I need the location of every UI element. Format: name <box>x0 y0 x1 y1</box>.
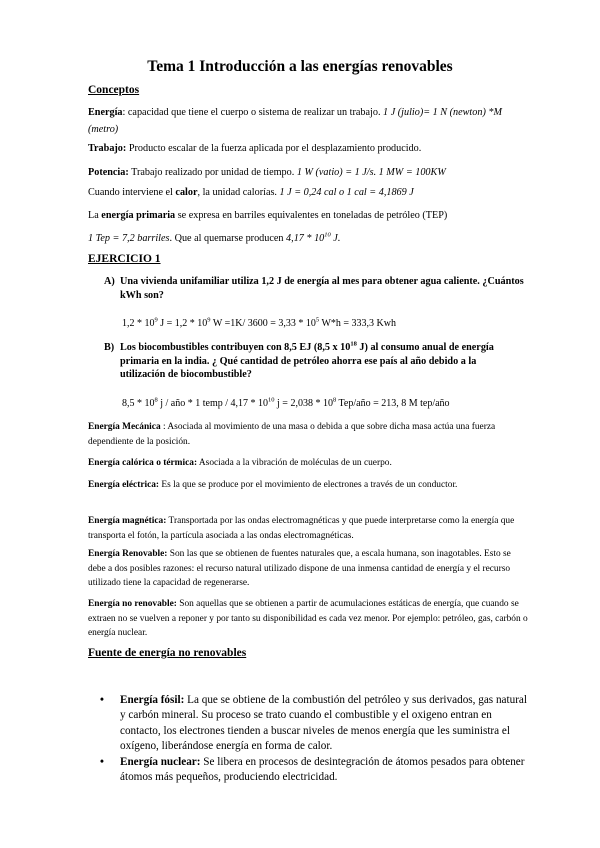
text-renovable: Son las que se obtienen de fuentes naturales que, a escala humana, son inagotables. Esto se debe a dos posibles razones: el recurso natural utilizado dispone de una inmensa cantidad de energía y el recurso utilizado tiene la capacidad de regenerarse. <box>88 549 511 589</box>
exercise-a-text: Una vivienda unifamiliar utiliza 1,2 J de energía al mes para obtener agua caliente. ¿Cuántos kWh son? <box>120 276 524 301</box>
concept-potencia <box>88 164 528 181</box>
concept-primaria-pre: La <box>88 210 102 221</box>
bullet-icon: • <box>100 694 104 706</box>
concept-calor-text: , la unidad calorías. <box>197 187 280 198</box>
energy-type-no-renovable <box>88 597 528 641</box>
term-nuclear: Energía nuclear: <box>120 756 201 768</box>
term-energia: Energía <box>88 107 123 118</box>
text-mecanica: : Asociada al movimiento de una masa o debida a que sobre dicha masa actúa una fuerza dependiente de la posición. <box>88 422 496 447</box>
exercise-b-q1: Los biocombustibles contribuyen con 8,5 EJ (8,5 x 10 <box>120 342 351 353</box>
exercise-b-question <box>104 341 524 382</box>
concept-potencia-text: Trabajo realizado por unidad de tiempo. <box>128 167 297 178</box>
term-trabajo: Trabajo: <box>88 143 127 154</box>
text-magnetica: Transportada por las ondas electromagnéticas y que puede interpretarse como la energía que transporta el fotón, la partícula asociada a las ondas electromagnéticas. <box>88 516 515 541</box>
term-primaria: energía primaria <box>101 210 176 221</box>
concept-calor-pre: Cuando interviene el <box>88 187 176 198</box>
calc-a-e3: 5 <box>315 316 320 324</box>
text-electrica: Es la que se produce por el movimiento de electrones a través de un conductor. <box>159 480 458 490</box>
list-item-nuclear-text <box>120 755 530 786</box>
concept-trabajo <box>88 140 528 157</box>
calc-b-e3: 8 <box>332 396 337 404</box>
term-calor: calor <box>175 187 198 198</box>
concept-primaria <box>88 207 528 224</box>
list-item-fosil-text <box>120 693 530 755</box>
concept-energia <box>88 104 528 138</box>
bullet-icon: • <box>100 756 104 768</box>
energy-type-termica <box>88 456 528 471</box>
concept-potencia-formula: 1 W (vatio) = 1 J/s. 1 MW = 100KW <box>296 167 446 178</box>
term-magnetica: Energía magnética: <box>88 516 167 526</box>
concept-primaria-text: se expresa en barriles equivalentes en toneladas de petróleo (TEP) <box>175 210 448 221</box>
text-fosil: La que se obtiene de la combustión del petróleo y sus derivados, gas natural y carbón mineral. Su proceso se trato cuando el combustible y el oxigeno entran en contacto, los electrones tienden a buscar niveles de menos energía que les suministra el oxígeno, liberándose energía en forma de calor. <box>120 694 528 753</box>
list-item-fosil <box>100 693 530 755</box>
text-termica: Asociada a la vibración de moléculas de un cuerpo. <box>197 458 392 468</box>
exercise-a-question <box>104 275 524 302</box>
energy-type-mecanica <box>88 420 528 449</box>
exercise-b-q2: J) al consumo anual de energía primaria en la india. ¿ Qué cantidad de petróleo ahorra ese país al año debido a la utilización de biocombustible? <box>120 342 494 381</box>
exercise-b-text <box>120 341 524 382</box>
list-item-nuclear <box>100 755 530 786</box>
calc-b-p4: Tep/año = 213, 8 M tep/año <box>336 398 450 409</box>
exercise-b-calculation <box>122 398 450 409</box>
text-no-renovable: Son aquellas que se obtienen a partir de acumulaciones estáticas de energía, que cuando se extraen no se vuelven a reponer y por tanto su disponibilidad es cada vez menor. Por ejemplo: petróleo, gas, carbón o energía nuclear. <box>88 599 528 639</box>
concept-trabajo-text: Producto escalar de la fuerza aplicada por el desplazamiento producido. <box>126 143 422 154</box>
term-fosil: Energía fósil: <box>120 694 185 706</box>
tep-text: . Que al quemarse producen <box>169 233 287 244</box>
calc-b-e1: 8 <box>154 396 158 404</box>
concept-energia-formula: 1 J (julio)= 1 N (newton) *M (metro) <box>88 107 502 135</box>
term-electrica: Energía eléctrica: <box>88 480 160 490</box>
text-nuclear: Se libera en procesos de desintegración de átomos pesados para obtener átomos más pequeños, produciendo electricidad. <box>120 756 525 784</box>
concept-energia-text: : capacidad que tiene el cuerpo o sistema de realizar un trabajo. <box>122 107 384 118</box>
exercise-a-marker: A) <box>104 276 115 287</box>
term-potencia: Potencia: <box>88 167 129 178</box>
calc-a-p3: W =1K/ 3600 = 3,33 * 10 <box>210 318 316 329</box>
calc-a-p1: 1,2 * 10 <box>122 318 155 329</box>
concept-calor-formula: 1 J = 0,24 cal o 1 cal = 4,1869 J <box>279 187 414 198</box>
exercise-a-calculation <box>122 318 396 329</box>
calc-a-p2: J = 1,2 * 10 <box>157 318 208 329</box>
calc-a-e2: 9 <box>207 316 211 324</box>
term-renovable: Energía Renovable: <box>88 549 168 559</box>
energy-type-renovable <box>88 547 528 591</box>
concept-tep <box>88 230 528 247</box>
section-heading-conceptos: Conceptos <box>88 84 140 96</box>
term-termica: Energía calórica o térmica: <box>88 458 198 468</box>
calc-a-e1: 9 <box>154 316 158 324</box>
energy-type-electrica <box>88 478 528 493</box>
energy-type-magnetica <box>88 514 528 543</box>
tep-formula2: 4,17 * 10 <box>286 233 325 244</box>
tep-formula: 1 Tep = 7,2 barriles <box>88 233 170 244</box>
calc-b-e2: 10 <box>268 396 275 404</box>
page-title: Tema 1 Introducción a las energías renovables <box>147 58 453 75</box>
calc-b-p1: 8,5 * 10 <box>122 398 155 409</box>
section-heading-ejercicio: EJERCICIO 1 <box>88 253 161 265</box>
concept-calor <box>88 184 528 201</box>
calc-b-p2: j / año * 1 temp / 4,17 * 10 <box>157 398 269 409</box>
term-no-renovable: Energía no renovable: <box>88 599 177 609</box>
calc-a-p4: W*h = 333,3 Kwh <box>319 318 396 329</box>
term-mecanica: Energía Mecánica <box>88 422 161 432</box>
tep-exponent: 10 <box>324 231 331 239</box>
section-heading-fuente: Fuente de energía no renovables <box>88 647 247 659</box>
exercise-b-marker: B) <box>104 342 115 353</box>
exercise-b-exp: 18 <box>350 340 357 348</box>
calc-b-p3: j = 2,038 * 10 <box>274 398 333 409</box>
tep-end: J. <box>330 233 341 244</box>
